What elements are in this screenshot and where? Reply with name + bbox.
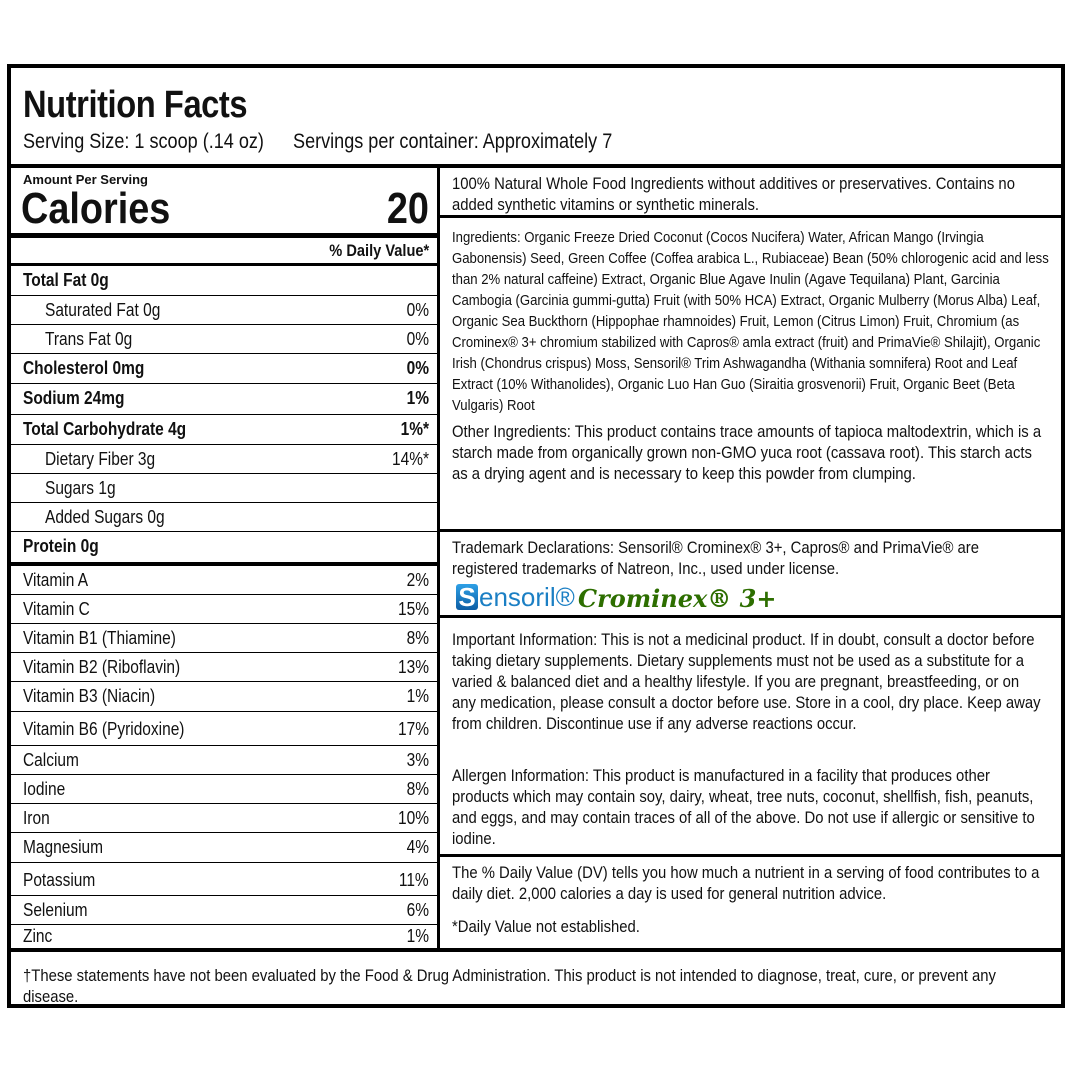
vitamin-dv: 1% xyxy=(406,926,429,946)
vitamin-name: Vitamin B3 (Niacin) xyxy=(23,686,156,706)
vitamin-dv: 13% xyxy=(398,657,429,677)
nutrition-facts-panel xyxy=(7,64,1065,1008)
calories-label: Calories xyxy=(21,184,171,233)
vitamin-row xyxy=(11,712,437,746)
vitamin-row xyxy=(11,804,437,833)
vitamin-name: Vitamin C xyxy=(23,599,90,619)
vitamin-name: Selenium xyxy=(23,900,88,920)
allergen-info-text: Allergen Information: This product is manufactured in a facility that produces other products which may contain soy, dairy, wheat, tree nuts, coconut, shellfish, fish, peanuts, and eggs, and may contain traces of all of the above. Do not use if allergic or sensitive to iodine. xyxy=(452,767,1035,848)
servings-per-container: Servings per container: Approximately 7 xyxy=(293,130,613,153)
vitamin-row xyxy=(11,566,437,595)
nutrient-name: Total Fat 0g xyxy=(23,270,109,290)
nutrient-name: Total Carbohydrate 4g xyxy=(23,419,187,439)
vitamin-row xyxy=(11,925,437,948)
vitamin-dv: 17% xyxy=(398,719,429,739)
trademark-section xyxy=(440,532,1061,618)
nutrient-name: Sodium 24mg xyxy=(23,388,125,408)
vitamin-row xyxy=(11,896,437,925)
other-ingredients-text: Other Ingredients: This product contains trace amounts of tapioca maltodextrin, which is a starch made from organically grown non-GMO yuca root (cassava root). This starch acts as a drying agent and is necessary to keep this powder from clumping. xyxy=(452,423,1042,483)
nutrient-row-added-sugars xyxy=(11,503,437,532)
daily-value-header xyxy=(11,238,437,266)
sensoril-logo xyxy=(456,582,575,613)
sensoril-s-mark: S xyxy=(456,584,478,610)
vitamin-row xyxy=(11,775,437,804)
vitamin-dv: 8% xyxy=(406,779,429,799)
disclaimer-footer xyxy=(11,948,1061,1008)
vitamin-name: Iron xyxy=(23,808,50,828)
vitamin-dv: 6% xyxy=(406,900,429,920)
vitamin-dv: 8% xyxy=(406,628,429,648)
serving-size: Serving Size: 1 scoop (.14 oz) xyxy=(23,130,264,153)
nutrient-dv: 0% xyxy=(406,329,429,349)
nutrient-dv: 0% xyxy=(406,358,429,378)
vitamin-name: Vitamin B2 (Riboflavin) xyxy=(23,657,181,677)
calories-value: 20 xyxy=(386,184,429,233)
dv-not-established-text: *Daily Value not established. xyxy=(452,918,640,936)
nutrient-name: Protein 0g xyxy=(23,536,99,556)
daily-value-info-section xyxy=(440,857,1061,948)
calories-block xyxy=(11,168,437,238)
vitamin-row xyxy=(11,624,437,653)
nutrient-dv: 14%* xyxy=(391,449,429,469)
nutrient-row-total-fat xyxy=(11,266,437,296)
nutrient-name: Saturated Fat 0g xyxy=(45,300,161,320)
nutrient-dv: 0% xyxy=(406,300,429,320)
nutrient-name: Sugars 1g xyxy=(45,478,116,498)
important-info-text: Important Information: This is not a medicinal product. If in doubt, consult a doctor before taking dietary supplements. Dietary supplements must not be used as a substitute for a varied & balanced diet and a healthy lifestyle. If you are pregnant, breastfeeding, or on any medication, please consult a doctor before use. Store in a cool, dry place. Keep away from children. Discontinue use if any adverse reactions occur. xyxy=(452,631,1041,733)
nutrient-dv: 1% xyxy=(406,388,429,408)
nutrient-name: Cholesterol 0mg xyxy=(23,358,145,378)
nutrient-name: Added Sugars 0g xyxy=(45,507,165,527)
serving-info xyxy=(23,130,612,154)
disclaimer-text: †These statements have not been evaluated by the Food & Drug Administration. This product is not intended to diagnose, treat, cure, or prevent any disease. xyxy=(23,967,996,1006)
vitamin-dv: 4% xyxy=(406,837,429,857)
ingredients-text: Ingredients: Organic Freeze Dried Coconut (Cocos Nucifera) Water, African Mango (Irvingia Gabonensis) Seed, Green Coffee (Coffea arabica L., Rubiaceae) Bean (50% chlorogenic acid and less than 2% natural caffeine) Extract, Organic Blue Agave Inulin (Agave Tequilana) Plant, Garcinia Cambogia (Garcinia gummi-gutta) Fruit (with 50% HCA) Extract, Organic Mulberry (Morus Alba) Leaf, Organic Sea Buckthorn (Hippophae rhamnoides) Fruit, Lemon (Citrus Limon) Fruit, Chromium (as Crominex® 3+ chromium stabilized with Capros® amla extract (fruit) and PrimaVie® Shilajit), Organic Irish (Chondrus crispus) Moss, Sensoril® Trim Ashwagandha (Withania somnifera) Root and Leaf Extract (10% Withanolides), Organic Luo Han Guo (Siraitia grosvenorii) Fruit, Organic Beet (Beta Vulgaris) Root xyxy=(452,230,1049,414)
nutrient-row-dietary-fiber xyxy=(11,445,437,474)
nutrient-row-protein xyxy=(11,532,437,566)
vitamin-name: Vitamin A xyxy=(23,570,89,590)
nutrient-row-cholesterol xyxy=(11,354,437,384)
trademark-text: Trademark Declarations: Sensoril® Crominex® 3+, Capros® and PrimaVie® are registered trademarks of Natreon, Inc., used under license. xyxy=(452,539,980,578)
nutrient-row-saturated-fat xyxy=(11,296,437,325)
vitamin-dv: 1% xyxy=(406,686,429,706)
important-info-section xyxy=(440,618,1061,857)
dv-info-text: The % Daily Value (DV) tells you how much a nutrient in a serving of food contributes to a daily diet. 2,000 calories a day is used for general nutrition advice. xyxy=(452,864,1040,903)
vitamin-dv: 15% xyxy=(398,599,429,619)
nutrient-row-total-carbohydrate xyxy=(11,415,437,445)
vitamin-name: Calcium xyxy=(23,750,79,770)
vitamin-row xyxy=(11,746,437,775)
ingredients-section xyxy=(440,218,1061,532)
nutrient-dv: 1%* xyxy=(400,419,429,439)
vitamin-name: Iodine xyxy=(23,779,66,799)
info-column xyxy=(440,168,1061,948)
nutrient-name: Trans Fat 0g xyxy=(45,329,133,349)
vitamin-dv: 10% xyxy=(398,808,429,828)
natural-text: 100% Natural Whole Food Ingredients without additives or preservatives. Contains no added synthetic vitamins or synthetic minerals. xyxy=(452,175,1015,214)
vitamin-name: Potassium xyxy=(23,870,96,890)
nutrient-row-trans-fat xyxy=(11,325,437,354)
page-title: Nutrition Facts xyxy=(23,84,248,126)
vitamin-row xyxy=(11,682,437,712)
vitamin-dv: 3% xyxy=(406,750,429,770)
nutrition-header xyxy=(11,68,1061,168)
vitamin-dv: 11% xyxy=(399,870,429,890)
vitamin-dv: 2% xyxy=(406,570,429,590)
vitamin-row xyxy=(11,653,437,682)
nutrient-row-sugars xyxy=(11,474,437,503)
amount-per-serving: Amount Per Serving xyxy=(23,172,148,187)
vitamin-row xyxy=(11,833,437,863)
vitamin-name: Zinc xyxy=(23,926,53,946)
vitamin-row xyxy=(11,595,437,624)
vitamin-row xyxy=(11,863,437,896)
vitamin-name: Magnesium xyxy=(23,837,104,857)
nutrient-row-sodium xyxy=(11,384,437,415)
sensoril-wordmark: ensoril® xyxy=(479,582,575,612)
daily-value-label: % Daily Value* xyxy=(329,241,429,260)
natural-statement xyxy=(440,168,1061,218)
crominex-logo: Crominex® 3+ xyxy=(578,584,777,613)
nutrient-name: Dietary Fiber 3g xyxy=(45,449,156,469)
vitamin-name: Vitamin B1 (Thiamine) xyxy=(23,628,176,648)
nutrient-table xyxy=(11,168,440,948)
vitamin-name: Vitamin B6 (Pyridoxine) xyxy=(23,719,185,739)
